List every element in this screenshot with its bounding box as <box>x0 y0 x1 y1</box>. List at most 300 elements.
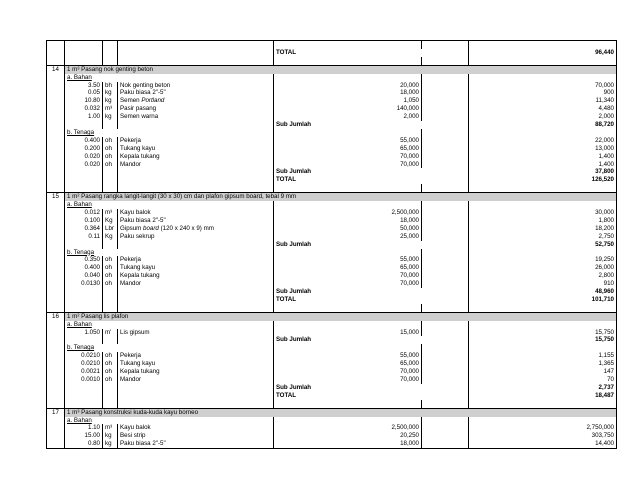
table-row <box>47 74 617 82</box>
unit-price: 70,000 <box>274 161 422 169</box>
empty-cell <box>422 440 469 448</box>
empty-cell <box>469 400 617 408</box>
empty-cell <box>47 440 65 448</box>
coefficient: 0.0210 <box>65 360 103 368</box>
empty-cell <box>47 209 65 217</box>
table-row <box>47 321 617 329</box>
table-row <box>47 440 617 448</box>
empty-cell <box>422 137 469 145</box>
empty-cell <box>65 168 103 176</box>
description-text: Mandor <box>120 376 141 383</box>
empty-cell <box>65 384 103 392</box>
table-row <box>47 408 617 416</box>
coefficient: 0.0130 <box>65 280 103 288</box>
coefficient: 0.0210 <box>65 352 103 360</box>
empty-cell <box>65 392 103 400</box>
unit-price: 55,000 <box>274 256 422 264</box>
item-description <box>118 137 274 145</box>
table-row <box>47 368 617 376</box>
empty-cell <box>103 176 118 184</box>
unit: kg <box>103 97 118 105</box>
empty-cell <box>47 321 65 329</box>
table-row <box>47 296 617 304</box>
unit: oh <box>103 256 118 264</box>
table-row <box>47 82 617 90</box>
item-description <box>118 209 274 217</box>
empty-cell <box>65 57 103 65</box>
empty-cell <box>47 264 65 272</box>
empty-cell <box>422 352 469 360</box>
unit-price: 70,000 <box>274 272 422 280</box>
item-description <box>118 82 274 90</box>
table-row <box>47 272 617 280</box>
item-description <box>118 424 274 432</box>
table-row <box>47 249 617 257</box>
empty-cell <box>422 74 469 82</box>
empty-cell <box>422 82 469 90</box>
empty-cell <box>274 41 422 49</box>
empty-cell <box>103 288 118 296</box>
empty-cell <box>47 336 65 344</box>
unit: kg <box>103 113 118 121</box>
empty-cell <box>47 400 65 408</box>
empty-cell <box>422 264 469 272</box>
empty-cell <box>65 121 103 129</box>
table-row <box>47 137 617 145</box>
item-number: 16 <box>47 312 65 320</box>
unit-price: 18,000 <box>274 217 422 225</box>
line-total: 1,155 <box>469 352 617 360</box>
empty-cell <box>469 41 617 49</box>
item-description <box>118 225 274 233</box>
empty-cell <box>422 417 469 425</box>
empty-cell <box>422 225 469 233</box>
description-suffix-text: (120 x 240 x 9) mm <box>158 224 214 232</box>
table-row <box>47 168 617 176</box>
empty-cell <box>47 41 65 49</box>
section-label <box>65 74 274 82</box>
table-row <box>47 65 617 73</box>
empty-cell <box>118 168 274 176</box>
empty-cell <box>65 49 103 57</box>
item-title: 1 m³ Pasang nok genting beton <box>65 65 617 73</box>
description-text: Kepala tukang <box>120 272 160 280</box>
empty-cell <box>47 74 65 82</box>
empty-cell <box>118 121 274 129</box>
coefficient: 0.0010 <box>65 376 103 384</box>
unit: oh <box>103 137 118 145</box>
unit: kg <box>103 432 118 440</box>
line-total: 910 <box>469 280 617 288</box>
empty-cell <box>422 145 469 153</box>
empty-cell <box>103 57 118 65</box>
section-label <box>65 417 274 425</box>
table-row <box>47 392 617 400</box>
description-text: Kayu balok <box>120 208 151 216</box>
line-total: 2,750,000 <box>469 424 617 432</box>
coefficient: 1.050 <box>65 329 103 337</box>
table-row <box>47 304 617 312</box>
empty-cell <box>47 217 65 225</box>
empty-cell <box>103 41 118 49</box>
section-label-text: b. Tenaga <box>67 128 95 136</box>
empty-cell <box>65 176 103 184</box>
empty-cell <box>469 249 617 257</box>
table-row <box>47 424 617 432</box>
section-label <box>65 201 274 209</box>
empty-cell <box>422 89 469 97</box>
empty-cell <box>47 376 65 384</box>
empty-cell <box>422 113 469 121</box>
unit-price: 70,000 <box>274 280 422 288</box>
coefficient: 0.400 <box>65 137 103 145</box>
coefficient: 1.00 <box>65 113 103 121</box>
item-title: 1 m³ Pasang konstruksi kuda-kuda kayu borneo <box>65 408 617 416</box>
unit: Lbr <box>103 225 118 233</box>
empty-cell <box>47 137 65 145</box>
empty-cell <box>47 296 65 304</box>
empty-cell <box>47 225 65 233</box>
unit-price: 65,000 <box>274 145 422 153</box>
unit: oh <box>103 376 118 384</box>
empty-cell <box>422 201 469 209</box>
table-row <box>47 256 617 264</box>
empty-cell <box>65 241 103 249</box>
sum-value: 96,440 <box>469 49 617 57</box>
coefficient: 1.10 <box>65 424 103 432</box>
sum-value: 88,720 <box>469 121 617 129</box>
empty-cell <box>422 249 469 257</box>
section-label-text: b. Tenaga <box>67 344 95 352</box>
sum-label: Sub Jumlah <box>274 336 469 344</box>
unit-price: 15,000 <box>274 329 422 337</box>
empty-cell <box>103 384 118 392</box>
empty-cell <box>47 129 65 137</box>
empty-cell <box>118 288 274 296</box>
unit: bh <box>103 82 118 90</box>
table-row <box>47 344 617 352</box>
unit-price: 2,500,000 <box>274 209 422 217</box>
empty-cell <box>274 344 422 352</box>
empty-cell <box>118 176 274 184</box>
item-description <box>118 376 274 384</box>
unit: m' <box>103 329 118 337</box>
description-text: Gipsum <box>120 224 144 232</box>
empty-cell <box>422 209 469 217</box>
table-row <box>47 400 617 408</box>
empty-cell <box>103 241 118 249</box>
description-text: Mandor <box>120 160 141 168</box>
empty-cell <box>47 256 65 264</box>
line-total: 1,365 <box>469 360 617 368</box>
empty-cell <box>118 184 274 192</box>
empty-cell <box>47 82 65 90</box>
table-row <box>47 336 617 344</box>
empty-cell <box>422 280 469 288</box>
table-row <box>47 225 617 233</box>
empty-cell <box>422 184 469 192</box>
empty-cell <box>118 384 274 392</box>
table-row <box>47 129 617 137</box>
coefficient: 0.364 <box>65 225 103 233</box>
empty-cell <box>65 184 103 192</box>
unit: oh <box>103 153 118 161</box>
item-description <box>118 217 274 225</box>
unit: oh <box>103 352 118 360</box>
description-text: Tukang kayu <box>120 144 156 152</box>
empty-cell <box>47 153 65 161</box>
empty-cell <box>469 129 617 137</box>
line-total: 4,480 <box>469 105 617 113</box>
item-description <box>118 113 274 121</box>
sum-label: Sub Jumlah <box>274 384 469 392</box>
empty-cell <box>103 296 118 304</box>
table-row <box>47 113 617 121</box>
table-row <box>47 384 617 392</box>
unit-price: 1,050 <box>274 97 422 105</box>
unit: oh <box>103 360 118 368</box>
empty-cell <box>118 41 274 49</box>
sum-label: Sub Jumlah <box>274 241 469 249</box>
empty-cell <box>422 400 469 408</box>
empty-cell <box>47 49 65 57</box>
empty-cell <box>47 113 65 121</box>
description-text: Pasir pasang <box>120 105 157 113</box>
empty-cell <box>103 304 118 312</box>
line-total: 18,200 <box>469 225 617 233</box>
line-total: 22,000 <box>469 137 617 145</box>
description-text: Semen <box>120 97 142 105</box>
section-label-text: b. Tenaga <box>67 248 95 256</box>
section-label <box>65 321 274 329</box>
empty-cell <box>274 400 422 408</box>
table-row <box>47 217 617 225</box>
coefficient: 0.020 <box>65 153 103 161</box>
empty-cell <box>47 161 65 169</box>
description-text: Lis gipsum <box>120 328 150 336</box>
empty-cell <box>47 89 65 97</box>
empty-cell <box>65 304 103 312</box>
coefficient: 0.032 <box>65 105 103 113</box>
empty-cell <box>47 121 65 129</box>
empty-cell <box>422 233 469 241</box>
unit: oh <box>103 368 118 376</box>
item-number: 15 <box>47 193 65 201</box>
empty-cell <box>118 296 274 304</box>
empty-cell <box>65 400 103 408</box>
unit: m³ <box>103 105 118 113</box>
unit: Kg <box>103 233 118 241</box>
coefficient: 0.350 <box>65 256 103 264</box>
empty-cell <box>469 74 617 82</box>
unit-price: 70,000 <box>274 376 422 384</box>
table-row <box>47 329 617 337</box>
empty-cell <box>47 272 65 280</box>
empty-cell <box>274 249 422 257</box>
item-title: 1 m² Pasang rangka langit-langit (30 x 30) cm dan plafon gipsum board, tebal 9 mm <box>65 193 617 201</box>
empty-cell <box>118 57 274 65</box>
empty-cell <box>47 424 65 432</box>
sum-value: 37,800 <box>469 168 617 176</box>
coefficient: 0.040 <box>65 272 103 280</box>
sum-value: 52,750 <box>469 241 617 249</box>
empty-cell <box>422 161 469 169</box>
empty-cell <box>47 384 65 392</box>
item-description <box>118 368 274 376</box>
empty-cell <box>422 424 469 432</box>
empty-cell <box>65 336 103 344</box>
description-text: Pekerja <box>120 256 141 264</box>
section-label-text: a. Bahan <box>67 320 92 328</box>
unit-price: 55,000 <box>274 137 422 145</box>
table-row <box>47 153 617 161</box>
empty-cell <box>47 288 65 296</box>
item-description <box>118 233 274 241</box>
empty-cell <box>422 360 469 368</box>
empty-cell <box>469 344 617 352</box>
table-row <box>47 145 617 153</box>
table-row <box>47 97 617 105</box>
empty-cell <box>47 392 65 400</box>
item-description <box>118 153 274 161</box>
empty-cell <box>47 417 65 425</box>
unit-price: 20,000 <box>274 82 422 90</box>
table-row <box>47 201 617 209</box>
section-label <box>65 344 274 352</box>
empty-cell <box>274 184 422 192</box>
description-italic-text: board <box>143 224 159 232</box>
item-description <box>118 161 274 169</box>
section-label <box>65 249 274 257</box>
empty-cell <box>103 336 118 344</box>
empty-cell <box>118 241 274 249</box>
coefficient: 0.05 <box>65 89 103 97</box>
description-text: Pekerja <box>120 352 141 360</box>
item-number: 14 <box>47 65 65 73</box>
empty-cell <box>47 352 65 360</box>
line-total: 1,800 <box>469 217 617 225</box>
sum-label: TOTAL <box>274 296 469 304</box>
line-total: 1,400 <box>469 161 617 169</box>
coefficient: 0.0021 <box>65 368 103 376</box>
unit-price: 2,500,000 <box>274 424 422 432</box>
empty-cell <box>469 201 617 209</box>
table-row <box>47 432 617 440</box>
empty-cell <box>47 249 65 257</box>
empty-cell <box>47 57 65 65</box>
line-total: 147 <box>469 368 617 376</box>
table-row <box>47 288 617 296</box>
empty-cell <box>422 329 469 337</box>
table-row <box>47 193 617 201</box>
empty-cell <box>47 168 65 176</box>
empty-cell <box>422 57 469 65</box>
item-description <box>118 432 274 440</box>
empty-cell <box>47 344 65 352</box>
empty-cell <box>422 368 469 376</box>
unit-price: 18,000 <box>274 89 422 97</box>
line-total: 14,400 <box>469 440 617 448</box>
table-row <box>47 376 617 384</box>
unit-price: 2,000 <box>274 113 422 121</box>
empty-cell <box>274 201 422 209</box>
unit: m³ <box>103 424 118 432</box>
item-description <box>118 97 274 105</box>
unit: oh <box>103 280 118 288</box>
empty-cell <box>103 400 118 408</box>
line-total: 70 <box>469 376 617 384</box>
empty-cell <box>47 233 65 241</box>
description-text: Kepala tukang <box>120 152 160 160</box>
sum-value: 15,750 <box>469 336 617 344</box>
section-label-text: a. Bahan <box>67 416 92 424</box>
empty-cell <box>65 288 103 296</box>
empty-cell <box>422 272 469 280</box>
line-total: 11,340 <box>469 97 617 105</box>
table-row <box>47 57 617 65</box>
table-row <box>47 41 617 49</box>
sum-value: 126,520 <box>469 176 617 184</box>
empty-cell <box>47 368 65 376</box>
description-text: Paku biasa 2"-5" <box>120 440 166 448</box>
empty-cell <box>47 184 65 192</box>
empty-cell <box>47 329 65 337</box>
empty-cell <box>118 49 274 57</box>
description-text: Semen warna <box>120 113 159 121</box>
item-description <box>118 272 274 280</box>
description-text: Kepala tukang <box>120 368 160 376</box>
table-row <box>47 280 617 288</box>
description-text: Paku biasa 2"-5" <box>120 89 166 97</box>
coefficient: 0.80 <box>65 440 103 448</box>
table-row <box>47 233 617 241</box>
empty-cell <box>103 184 118 192</box>
unit: kg <box>103 440 118 448</box>
empty-cell <box>422 129 469 137</box>
empty-cell <box>47 432 65 440</box>
table-row <box>47 360 617 368</box>
sum-label: TOTAL <box>274 49 469 57</box>
empty-cell <box>65 296 103 304</box>
table-row <box>47 209 617 217</box>
empty-cell <box>274 74 422 82</box>
coefficient: 3.50 <box>65 82 103 90</box>
table-row <box>47 352 617 360</box>
item-description <box>118 440 274 448</box>
unit: kg <box>103 89 118 97</box>
coefficient: 10.80 <box>65 97 103 105</box>
unit-price: 65,000 <box>274 264 422 272</box>
empty-cell <box>47 97 65 105</box>
unit: oh <box>103 272 118 280</box>
line-total: 900 <box>469 89 617 97</box>
table-row <box>47 89 617 97</box>
unit-price: 55,000 <box>274 352 422 360</box>
empty-cell <box>47 241 65 249</box>
empty-cell <box>47 304 65 312</box>
table-row <box>47 121 617 129</box>
sum-value: 101,710 <box>469 296 617 304</box>
unit: oh <box>103 264 118 272</box>
item-title: 1 m² Pasang lis plafon <box>65 312 617 320</box>
line-total: 303,750 <box>469 432 617 440</box>
empty-cell <box>47 145 65 153</box>
empty-cell <box>469 417 617 425</box>
description-text: Kayu balok <box>120 424 151 432</box>
empty-cell <box>422 41 469 49</box>
table-row <box>47 184 617 192</box>
empty-cell <box>103 168 118 176</box>
